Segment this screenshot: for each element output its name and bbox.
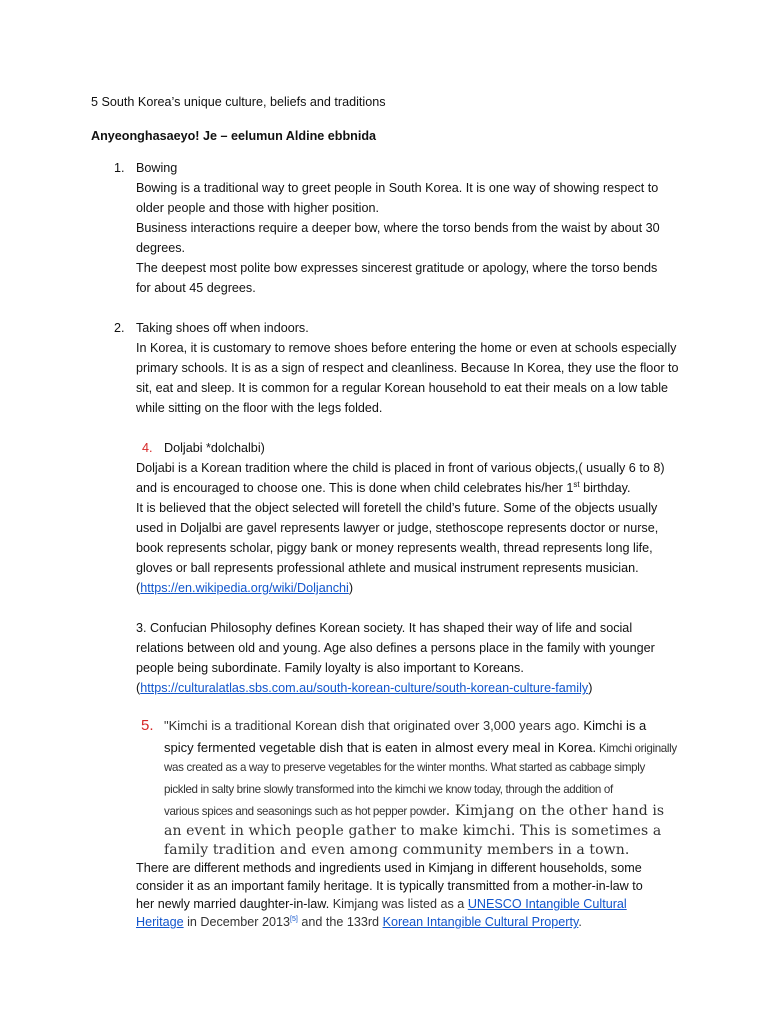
text-run: Kimjang was listed as a xyxy=(332,897,468,911)
list-number: 4. xyxy=(142,441,153,455)
paragraph-line: consider it as an important family heritage. It is typically transmitted from a mother-in-law to xyxy=(136,879,643,893)
list-number: 2. xyxy=(114,321,125,335)
text-run: and the 133rd xyxy=(297,915,383,929)
paragraph-line: degrees. xyxy=(136,241,186,255)
paragraph-line: older people and those with higher position. xyxy=(136,201,379,215)
list-number: 5. xyxy=(141,717,154,734)
paragraph-line: an event in which people gather to make kimchi. This is sometimes a xyxy=(164,823,662,839)
text-run: "Kimchi is a traditional Korean dish that originated over 3,000 years ago. xyxy=(164,718,580,733)
paren: ( xyxy=(136,581,141,595)
paragraph-line xyxy=(136,578,353,598)
paragraph-line: It is believed that the object selected will foretell the child’s future. Some of the objects usually xyxy=(136,501,658,515)
document-title: 5 South Korea’s unique culture, beliefs and traditions xyxy=(91,95,386,109)
korean-property-link[interactable]: Korean Intangible Cultural Property xyxy=(382,915,579,929)
paragraph-line: Business interactions require a deeper bow, where the torso bends from the waist by about 30 xyxy=(136,221,660,235)
paragraph-line: family tradition and even among community members in a town. xyxy=(164,842,630,858)
text-run: and is encouraged to choose one. This is done when child celebrates his/her 1 xyxy=(136,481,574,495)
paren: ) xyxy=(588,681,593,695)
paragraph-line: for about 45 degrees. xyxy=(136,281,256,295)
section-heading: Bowing xyxy=(136,161,178,175)
paragraph-line xyxy=(136,478,630,498)
paragraph-line xyxy=(136,913,582,931)
paragraph-line: people being subordinate. Family loyalty is also important to Koreans. xyxy=(136,661,524,675)
paragraph-line: The deepest most polite bow expresses sincerest gratitude or apology, where the torso bends xyxy=(136,261,658,275)
text-run: her newly married daughter-in-law. xyxy=(136,897,333,911)
paragraph-line xyxy=(164,738,677,759)
paragraph-line: Bowing is a traditional way to greet people in South Korea. It is one way of showing respect to xyxy=(136,181,659,195)
cultural-atlas-link[interactable]: https://culturalatlas.sbs.com.au/south-korean-culture/south-korean-culture-family xyxy=(140,681,589,695)
paragraph-line: was created as a way to preserve vegetables for the winter months. What started as cabbage simply xyxy=(164,761,645,774)
paragraph-line xyxy=(164,801,664,822)
text-run: . Kimjang on the other hand is xyxy=(445,803,665,819)
paragraph-line: sit, eat and sleep. It is common for a regular Korean household to eat their meals on a low table xyxy=(136,381,669,395)
greeting: Anyeonghasaeyo! Je – eelumun Aldine ebbnida xyxy=(91,129,377,143)
paragraph-line: 3. Confucian Philosophy defines Korean society. It has shaped their way of life and social xyxy=(136,621,633,635)
paragraph-line: used in Doljalbi are gavel represents lawyer or judge, stethoscope represents doctor or nurse, xyxy=(136,521,659,535)
paragraph-line xyxy=(164,716,646,736)
text-run: birthday. xyxy=(579,481,631,495)
text-run: in December 2013 xyxy=(183,915,291,929)
paren: ) xyxy=(348,581,354,595)
unesco-link[interactable]: UNESCO Intangible Cultural xyxy=(467,897,627,911)
text-run: Kimchi originally xyxy=(596,742,677,755)
paragraph-line: primary schools. It is as a sign of respect and cleanliness. Because In Korea, they use the floor to xyxy=(136,361,679,375)
heritage-link[interactable]: Heritage xyxy=(136,915,184,929)
paragraph-line: In Korea, it is customary to remove shoes before entering the home or even at schools especially xyxy=(136,341,677,355)
paragraph-line: while sitting on the floor with the legs folded. xyxy=(136,401,383,415)
paragraph-line: pickled in salty brine slowly transformed into the kimchi we know today, through the addition of xyxy=(164,783,613,796)
superscript: st xyxy=(573,479,580,489)
reference-link[interactable]: [5] xyxy=(290,915,298,923)
list-number: 1. xyxy=(114,161,125,175)
paragraph-line: relations between old and young. Age also defines a persons place in the family with younger xyxy=(136,641,655,655)
paragraph-line: gloves or ball represents professional athlete and musical instrument represents musician. xyxy=(136,561,639,575)
section-heading: Taking shoes off when indoors. xyxy=(136,321,309,335)
paragraph-line: There are different methods and ingredients used in Kimjang in different households, some xyxy=(136,861,642,875)
text-run: . xyxy=(578,915,582,929)
paren: ( xyxy=(136,681,141,695)
paragraph-line xyxy=(136,678,592,698)
section-heading: Doljabi *dolchalbi) xyxy=(164,441,265,455)
wikipedia-link[interactable]: https://en.wikipedia.org/wiki/Doljanchi xyxy=(140,581,349,595)
text-run: Kimchi is a xyxy=(579,718,647,733)
text-run: spicy fermented vegetable dish that is eaten in almost every meal in Korea. xyxy=(164,740,597,755)
text-run: various spices and seasonings such as hot pepper powder xyxy=(164,805,446,818)
paragraph-line: Doljabi is a Korean tradition where the child is placed in front of various objects,( usually 6 to 8) xyxy=(136,461,665,475)
paragraph-line: book represents scholar, piggy bank or money represents wealth, thread represents long life, xyxy=(136,541,653,555)
paragraph-line xyxy=(136,895,627,913)
